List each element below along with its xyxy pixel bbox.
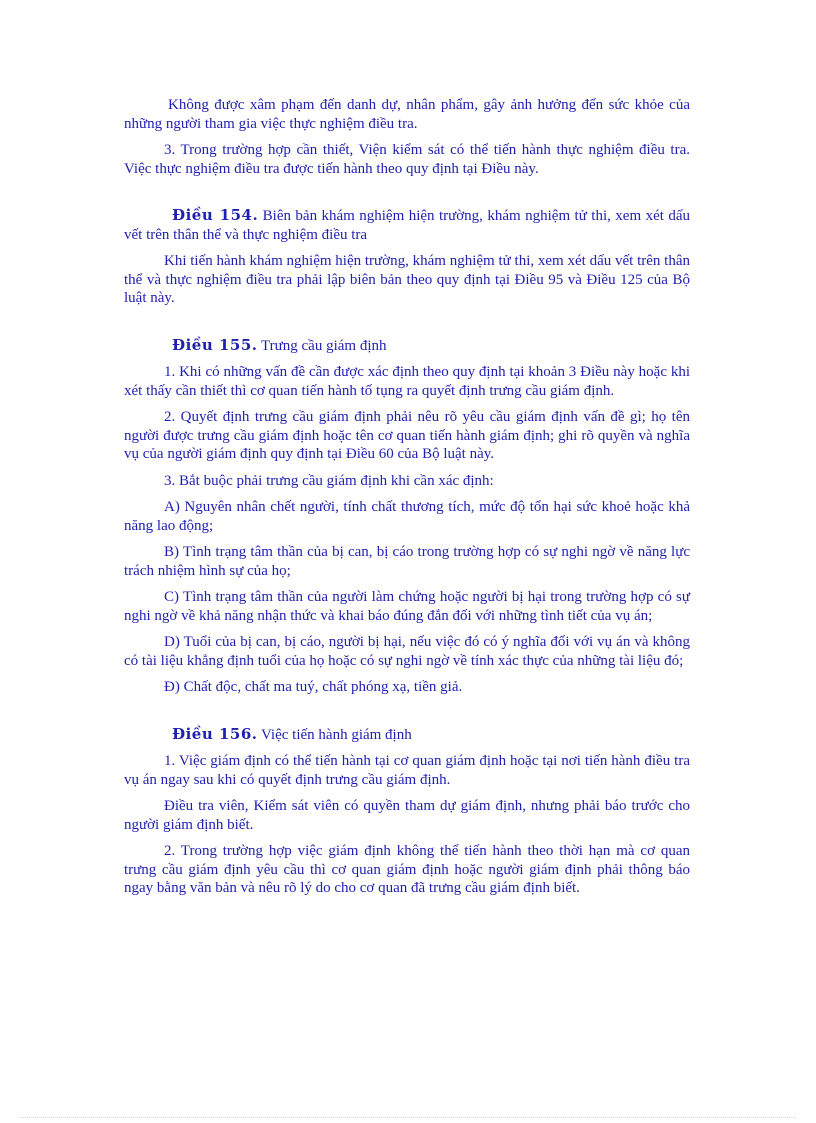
article-156-paragraph-2: Điều tra viên, Kiểm sát viên có quyền tham dự giám định, nhưng phải báo trước cho người giám định biết. [124, 798, 690, 833]
article-155 [124, 336, 690, 697]
article-156-paragraph-1: 1. Việc giám định có thể tiến hành tại cơ quan giám định hoặc tại nơi tiến hành điều tra vụ án ngay sau khi có quyết định trưng cầu giám định. [124, 753, 690, 788]
article-155-item-e: Đ) Chất độc, chất ma tuý, chất phóng xạ, tiền giả. [164, 679, 463, 695]
article-154-title: Biên bản khám nghiệm hiện trường, khám nghiệm tử thi, xem xét dấu vết trên thân thể và thực nghiệm điều tra [124, 208, 690, 243]
article-156-title: Việc tiến hành giám định [261, 726, 412, 743]
article-155-item-d: D) Tuổi của bị can, bị cáo, người bị hại, nếu việc đó có ý nghĩa đối với vụ án và không có tài liệu khẳng định tuổi của họ hoặc có sự nghi ngờ về tính xác thực của những tài liệu đó; [124, 634, 690, 669]
article-155-item-c: C) Tình trạng tâm thần của người làm chứng hoặc người bị hại trong trường hợp có sự nghi ngờ về khả năng nhận thức và khai báo đúng đắn đối với những tình tiết của vụ án; [124, 589, 690, 624]
intro-paragraph-2: 3. Trong trường hợp cần thiết, Viện kiểm sát có thể tiến hành thực nghiệm điều tra. Việc thực nghiệm điều tra được tiến hành theo quy định tại Điều này. [124, 142, 690, 177]
article-154 [124, 206, 690, 308]
article-155-item-a: A) Nguyên nhân chết người, tính chất thương tích, mức độ tổn hại sức khoẻ hoặc khả năng lao động; [124, 499, 690, 534]
article-156-number: Điều 156. [172, 724, 258, 743]
article-155-item-b: B) Tình trạng tâm thần của bị can, bị cáo trong trường hợp có sự nghi ngờ về năng lực trách nhiệm hình sự của họ; [124, 544, 690, 579]
page-bottom-divider [20, 1117, 796, 1118]
article-156-heading [124, 725, 690, 745]
article-155-heading [124, 336, 690, 356]
article-155-paragraph-1: 1. Khi có những vấn đề cần được xác định theo quy định tại khoản 3 Điều này hoặc khi xét thấy cần thiết thì cơ quan tiến hành tố tụng ra quyết định trưng cầu giám định. [124, 364, 690, 399]
article-154-number: Điều 154. [172, 206, 259, 224]
article-155-number: Điều 155. [172, 335, 258, 354]
article-156-paragraph-3: 2. Trong trường hợp việc giám định không thể tiến hành theo thời hạn mà cơ quan trưng cầu giám định yêu cầu thì cơ quan giám định hoặc người giám định phải thông báo ngay bằng văn bản và nêu rõ lý do cho cơ quan đã trưng cầu giám định biết. [124, 843, 690, 896]
article-156 [124, 725, 690, 898]
article-154-paragraph-1: Khi tiến hành khám nghiệm hiện trường, khám nghiệm tử thi, xem xét dấu vết trên thân thể và thực nghiệm điều tra phải lập biên bản theo quy định tại Điều 95 và Điều 125 của Bộ luật này. [124, 253, 690, 306]
article-154-heading [124, 206, 690, 244]
article-155-title: Trưng cầu giám định [261, 337, 387, 354]
article-155-paragraph-2: 2. Quyết định trưng cầu giám định phải nêu rõ yêu cầu giám định vấn đề gì; họ tên người được trưng cầu giám định hoặc tên cơ quan tiến hành giám định; ghi rõ quyền và nghĩa vụ của người giám định quy định tại Điều 60 của Bộ luật này. [124, 409, 690, 462]
article-155-paragraph-3: 3. Bắt buộc phải trưng cầu giám định khi cần xác định: [164, 472, 494, 489]
document-page [124, 96, 690, 906]
intro-paragraph-1: Không được xâm phạm đến danh dự, nhân phẩm, gây ảnh hưởng đến sức khỏe của những người tham gia việc thực nghiệm điều tra. [124, 97, 690, 132]
intro-section [124, 96, 690, 178]
